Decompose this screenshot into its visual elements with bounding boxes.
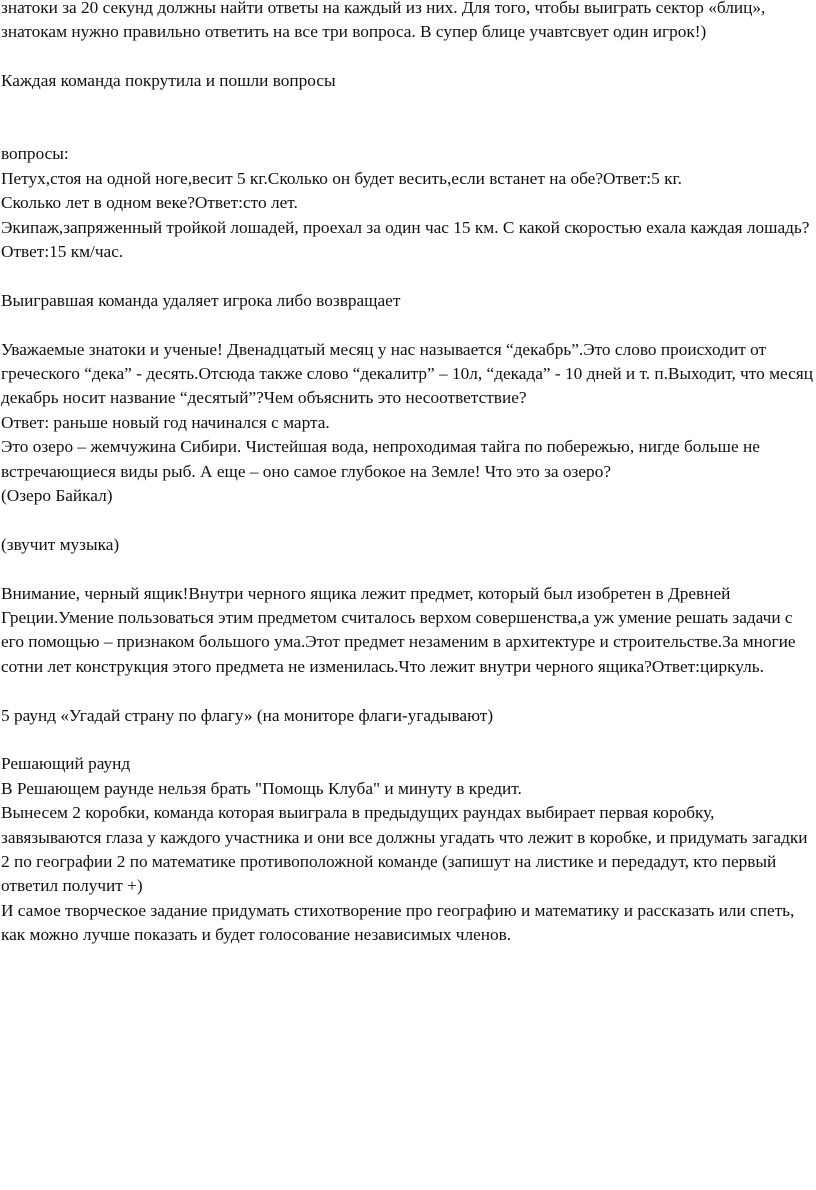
blank-line [1, 118, 813, 142]
question-rooster: Петух,стоя на одной ноге,весит 5 кг.Сколько он будет весить,если встанет на обе?Ответ:5 кг. [1, 168, 682, 188]
question-black-box: Внимание, черный ящик!Внутри черного ящика лежит предмет, который был изобретен в Древней Греции.Умение пользоваться этим предметом считалось верхом совершенства,а уж умение решать задачи с его помощью – признаком большого ума.Этот предмет незаменим в архитектуре и строительстве.За многие сотни лет конструкция этого предмета не изменилась.Что лежит внутри черного ящика?Ответ:циркуль. [1, 583, 796, 676]
answer-december: Ответ: раньше новый год начинался с марта. [1, 412, 330, 432]
blank-line [1, 94, 813, 118]
document-body [1, 0, 813, 948]
final-round-rule: В Решающем раунде нельзя брать "Помощь Клуба" и минуту в кредит. [1, 778, 522, 798]
final-round-heading: Решающий раунд [1, 754, 131, 774]
paragraph-winning-team: Выигравшая команда удаляет игрока либо возвращает [1, 290, 401, 310]
music-note: (звучит музыка) [1, 534, 120, 554]
question-horses: Экипаж,запряженный тройкой лошадей, проехал за один час 15 км. С какой скоростью ехала каждая лошадь?Ответ:15 км/час. [1, 217, 810, 262]
answer-lake: (Озеро Байкал) [1, 486, 113, 506]
question-century: Сколько лет в одном веке?Ответ:сто лет. [1, 193, 298, 213]
question-lake: Это озеро – жемчужина Сибири. Чистейшая вода, непроходимая тайга по побережью, нигде больше не встречающиеся виды рыб. А еще – оно самое глубокое на Земле! Что это за озеро? [1, 437, 760, 481]
paragraph-blitz-rules: знатоки за 20 секунд должны найти ответы на каждый из них. Для того, чтобы выиграть сектор «блиц», знатокам нужно правильно ответить на все три вопроса. В супер блице учавтсвует один игрок!) [1, 0, 766, 42]
final-round-creative-task: И самое творческое задание придумать стихотворение про географию и математику и рассказать или спеть, как можно лучше показать и будет голосование независимых членов. [1, 900, 795, 945]
blank-line [1, 313, 813, 337]
blank-line [1, 557, 813, 581]
paragraph-teams-spin: Каждая команда покрутила и пошли вопросы [1, 71, 336, 91]
blank-line [1, 45, 813, 69]
blank-line [1, 508, 813, 532]
blank-line [1, 728, 813, 752]
questions-heading: вопросы: [1, 144, 69, 164]
question-december: Уважаемые знатоки и ученые! Двенадцатый месяц у нас называется “декабрь”.Это слово происходит от греческого “дека” - десять.Отсюда также слово “декалитр” – 10л, “декада” - 10 дней и т. п.Выходит, что месяц декабрь носит название “десятый”?Чем объяснить это несоответствие? [1, 339, 813, 408]
blank-line [1, 679, 813, 703]
round-five-flags: 5 раунд «Угадай страну по флагу» (на мониторе флаги-угадывают) [1, 705, 494, 725]
final-round-boxes: Вынесем 2 коробки, команда которая выиграла в предыдущих раундах выбирает первая коробку, завязываются глаза у каждого участника и они все должны угадать что лежит в коробке, и придумать загадки 2 по географии 2 по математике противоположной команде (запишут на листике и передадут, кто первый ответил получит +) [1, 803, 808, 896]
blank-line [1, 264, 813, 288]
